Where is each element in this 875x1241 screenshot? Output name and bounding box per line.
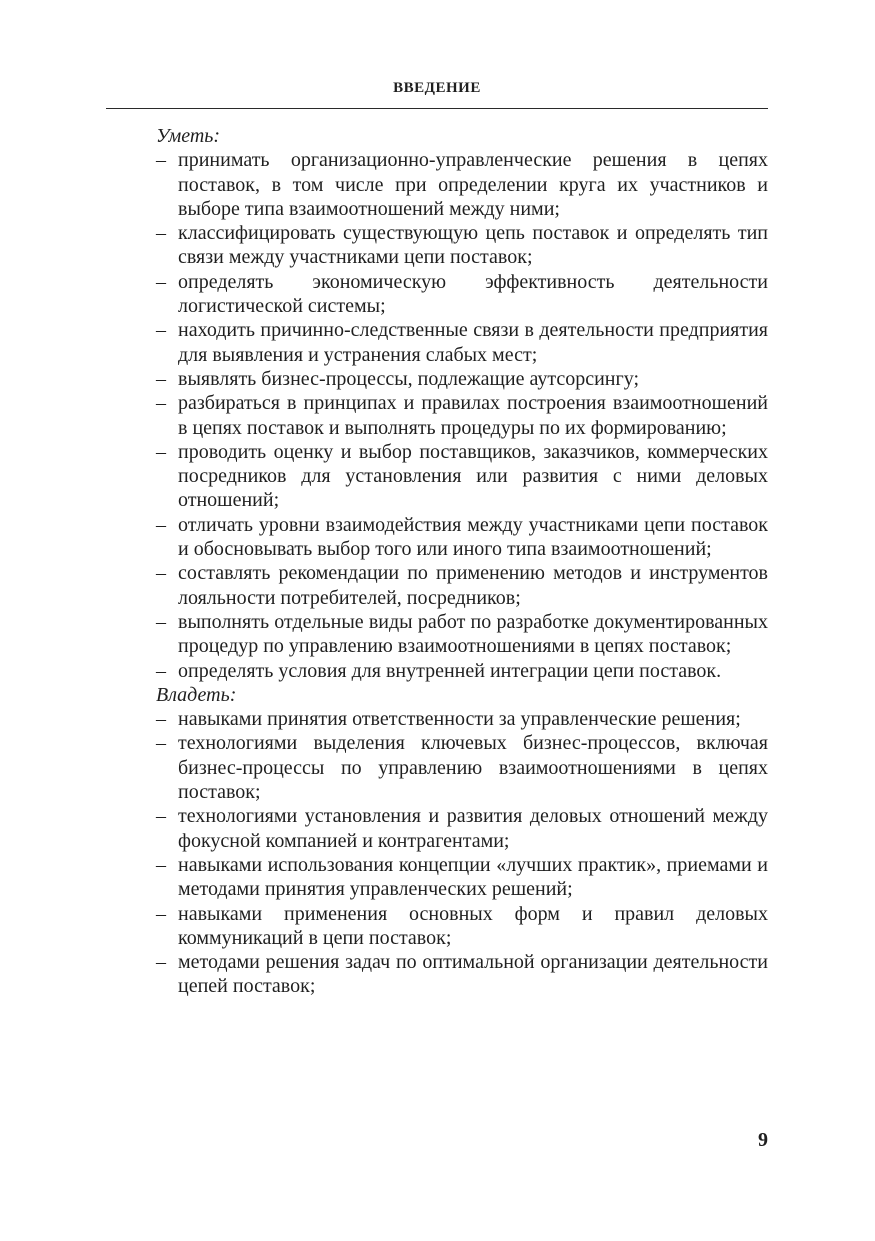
page-number: 9 [758,1129,768,1151]
list-item: – определять условия для внутренней интеграции цепи поставок. [156,659,768,683]
list-item: – принимать организационно-управленческие решения в цепях поставок, в том числе при определении круга их участников и выборе типа взаимоотношений между ними; [156,148,768,221]
list-item: – разбираться в принципах и правилах построения взаимоотношений в цепях поставок и выполнять процедуры по их формированию; [156,391,768,440]
list-item: – навыками применения основных форм и правил деловых коммуникаций в цепи поставок; [156,902,768,951]
list-item: – навыками принятия ответственности за управленческие решения; [156,707,768,731]
list-item: – технологиями установления и развития деловых отношений между фокусной компанией и контрагентами; [156,804,768,853]
page-body [156,124,768,999]
list-item: – выполнять отдельные виды работ по разработке документированных процедур по управлению взаимоотношениями в цепях поставок; [156,610,768,659]
list-item: – технологиями выделения ключевых бизнес-процессов, включая бизнес-процессы по управлению взаимоотношениями в цепях поставок; [156,731,768,804]
list-item: – проводить оценку и выбор поставщиков, заказчиков, коммерческих посредников для установления или развития с ними деловых отношений; [156,440,768,513]
list-item: – навыками использования концепции «лучших практик», приемами и методами принятия управленческих решений; [156,853,768,902]
list-item: – составлять рекомендации по применению методов и инструментов лояльности потребителей, посредников; [156,561,768,610]
list-item: – классифицировать существующую цепь поставок и определять тип связи между участниками цепи поставок; [156,221,768,270]
list-item: – отличать уровни взаимодействия между участниками цепи поставок и обосновывать выбор того или иного типа взаимоотношений; [156,513,768,562]
list-item: – выявлять бизнес-процессы, подлежащие аутсорсингу; [156,367,768,391]
list-item: – находить причинно-следственные связи в деятельности предприятия для выявления и устранения слабых мест; [156,318,768,367]
running-header [106,78,768,109]
list-item: – определять экономическую эффективность деятельности логистической системы; [156,270,768,319]
section-title-umet: Уметь: [156,125,221,147]
list-item: – методами решения задач по оптимальной организации деятельности цепей поставок; [156,950,768,999]
section-title-vladet: Владеть: [156,683,237,706]
header-title: ВВЕДЕНИЕ [393,80,481,96]
